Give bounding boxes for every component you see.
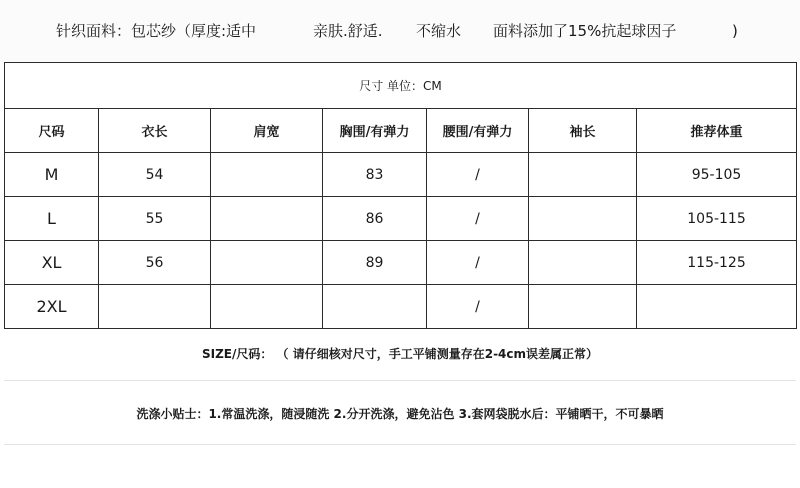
size-measure-note: SIZE/尺码： （ 请仔细核对尺寸，手工平铺测量存在2-4cm误差属正常） [201,347,599,361]
waist-cell: / [427,285,529,329]
unit-caption: 尺寸 单位：CM [5,63,797,109]
length-cell: 55 [99,197,211,241]
chest-cell: 83 [323,153,427,197]
col-header-sleeve: 袖长 [529,109,637,153]
col-header-waist: 腰围/有弹力 [427,109,529,153]
shoulder-cell [211,197,323,241]
chest-cell: 89 [323,241,427,285]
table-row [5,241,797,285]
fabric-antipilling: 面料添加了15%抗起球因子 [493,22,677,40]
waist-cell: / [427,153,529,197]
table-row [5,153,797,197]
sleeve-cell [529,241,637,285]
divider [4,380,796,381]
shoulder-cell [211,241,323,285]
size-chart-sheet [4,62,796,488]
size-cell: M [5,153,99,197]
size-cell: XL [5,241,99,285]
col-header-size: 尺码 [5,109,99,153]
waist-cell: / [427,241,529,285]
fabric-close-paren: ) [732,22,738,40]
header-row [5,109,797,153]
col-header-weight: 推荐体重 [637,109,797,153]
fabric-composition: 针织面料：包芯纱（厚度:适中 [56,22,257,40]
shoulder-cell [211,153,323,197]
length-cell: 56 [99,241,211,285]
size-cell: 2XL [5,285,99,329]
sleeve-cell [529,197,637,241]
fabric-no-shrink: 不缩水 [416,22,462,40]
chest-cell: 86 [323,197,427,241]
col-header-shoulder: 肩宽 [211,109,323,153]
col-header-length: 衣长 [99,109,211,153]
length-cell: 54 [99,153,211,197]
weight-cell: 95-105 [637,153,797,197]
fabric-description [0,0,800,62]
divider [4,444,796,445]
table-row [5,285,797,329]
table-row [5,197,797,241]
washing-tips: 洗涤小贴士：1.常温洗涤，随浸随洗 2.分开洗涤，避免沾色 3.套网袋脱水后：平铺晒干，不可暴晒 [136,407,664,421]
sleeve-cell [529,285,637,329]
size-cell: L [5,197,99,241]
weight-cell [637,285,797,329]
size-table [4,62,797,329]
chest-cell [323,285,427,329]
fabric-feel: 亲肤.舒适. [313,22,383,40]
sleeve-cell [529,153,637,197]
shoulder-cell [211,285,323,329]
length-cell [99,285,211,329]
col-header-chest: 胸围/有弹力 [323,109,427,153]
weight-cell: 115-125 [637,241,797,285]
waist-cell: / [427,197,529,241]
weight-cell: 105-115 [637,197,797,241]
